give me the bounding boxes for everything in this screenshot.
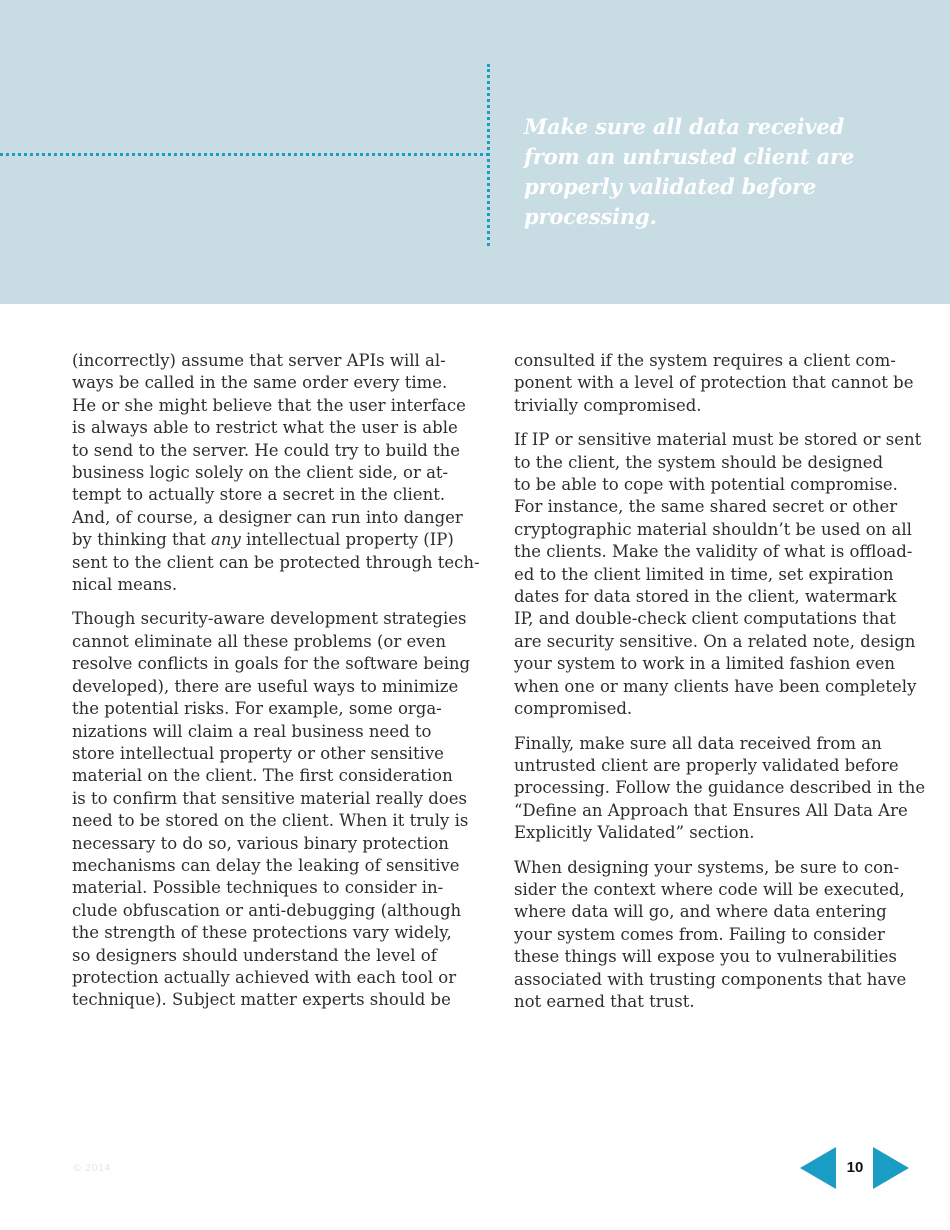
text-line: Finally, make sure all data received from an <box>514 733 882 753</box>
text-line: technique). Subject matter experts should be <box>72 990 451 1010</box>
text-line: And, of course, a designer can run into danger <box>72 507 463 527</box>
text-line: business logic solely on the client side, or at- <box>72 463 449 483</box>
text-line: when one or many clients have been completely <box>514 676 917 696</box>
page-number: 10 <box>846 1159 864 1176</box>
text-line: is to confirm that sensitive material really does <box>72 788 467 808</box>
text-line: cryptographic material shouldn’t be used on all <box>514 519 912 539</box>
right-paragraph-3 <box>514 733 926 845</box>
left-paragraph-1 <box>72 350 480 596</box>
right-column <box>514 350 926 1025</box>
text-line: to send to the server. He could try to build the <box>72 440 461 460</box>
text-line: ponent with a level of protection that cannot be <box>514 373 914 393</box>
text-line: IP, and double-check client computations that <box>514 609 896 629</box>
text-line: store intellectual property or other sensitive <box>72 743 444 763</box>
text-run: by thinking that <box>72 530 211 550</box>
text-line: (incorrectly) assume that server APIs will al- <box>72 351 446 370</box>
text-line: material on the client. The first consideration <box>72 766 453 786</box>
text-line: tempt to actually store a secret in the client. <box>72 485 446 505</box>
right-paragraph-4 <box>514 857 914 1014</box>
text-line: nizations will claim a real business need to <box>72 721 432 741</box>
text-line: Though security-aware development strategies <box>72 609 467 629</box>
text-line: the strength of these protections vary widely, <box>72 923 452 943</box>
text-line: dates for data stored in the client, watermark <box>514 587 897 607</box>
text-line: nical means. <box>72 575 178 595</box>
right-paragraph-2 <box>514 429 922 720</box>
left-column <box>72 350 480 1024</box>
text-line: your system comes from. Failing to consider <box>514 924 885 944</box>
text-line: your system to work in a limited fashion even <box>514 654 896 674</box>
text-line: Explicitly Validated” section. <box>514 823 755 843</box>
text-line: not earned that trust. <box>514 991 695 1011</box>
text-line: need to be stored on the client. When it truly is <box>72 811 469 831</box>
text-line: to be able to cope with potential compromise. <box>514 475 898 495</box>
text-line: are security sensitive. On a related note, design <box>514 631 916 651</box>
header-banner <box>0 0 950 304</box>
text-line: trivially compromised. <box>514 395 702 415</box>
text-line: these things will expose you to vulnerabilities <box>514 947 897 967</box>
text-line: sent to the client can be protected through tech- <box>72 552 480 572</box>
text-line: When designing your systems, be sure to con- <box>514 857 900 877</box>
text-line: associated with trusting components that have <box>514 969 907 989</box>
text-line: sider the context where code will be executed, <box>514 879 905 899</box>
text-line: He or she might believe that the user interface <box>72 395 466 415</box>
text-line: clude obfuscation or anti-debugging (although <box>72 900 462 920</box>
text-line: resolve conflicts in goals for the software being <box>72 654 471 674</box>
text-line: necessary to do so, various binary protection <box>72 833 449 853</box>
text-line: where data will go, and where data entering <box>514 902 887 922</box>
text-line: so designers should understand the level of <box>72 945 437 965</box>
text-line: “Define an Approach that Ensures All Data Are <box>514 800 908 820</box>
text-line: If IP or sensitive material must be stored or sent <box>514 430 922 450</box>
text-line: developed), there are useful ways to minimize <box>72 676 459 696</box>
text-run: intellectual property (IP) <box>240 530 454 550</box>
page-navigation <box>800 1147 912 1191</box>
left-paragraph-2 <box>72 608 470 1011</box>
text-line: processing. Follow the guidance described in the <box>514 778 926 798</box>
text-line: untrusted client are properly validated before <box>514 755 899 775</box>
text-line: the clients. Make the validity of what is offload- <box>514 542 913 562</box>
text-line <box>72 529 470 551</box>
text-line: cannot eliminate all these problems (or even <box>72 631 446 651</box>
emphasis-any: any <box>210 530 241 550</box>
text-line: the potential risks. For example, some orga- <box>72 699 442 719</box>
text-line: to the client, the system should be designed <box>514 452 884 472</box>
dotted-horizontal-rule <box>0 153 489 156</box>
copyright-notice: © 2014 <box>72 1163 111 1174</box>
previous-page-arrow-icon[interactable] <box>800 1147 836 1189</box>
text-line: compromised. <box>514 699 633 719</box>
text-line: consulted if the system requires a client com- <box>514 351 896 370</box>
text-line: protection actually achieved with each tool or <box>72 967 457 987</box>
text-line: ways be called in the same order every time. <box>72 373 448 393</box>
text-line: ed to the client limited in time, set expiration <box>514 564 894 584</box>
next-page-arrow-icon[interactable] <box>873 1147 909 1189</box>
text-line: is always able to restrict what the user is able <box>72 418 458 438</box>
text-line: For instance, the same shared secret or other <box>514 497 898 517</box>
text-line: mechanisms can delay the leaking of sensitive <box>72 855 460 875</box>
right-paragraph-1 <box>514 350 914 417</box>
pull-quote: Make sure all data received from an untrusted client are properly validated before processing. <box>524 114 855 229</box>
text-line: material. Possible techniques to consider in- <box>72 878 444 898</box>
dotted-vertical-rule <box>487 64 490 246</box>
